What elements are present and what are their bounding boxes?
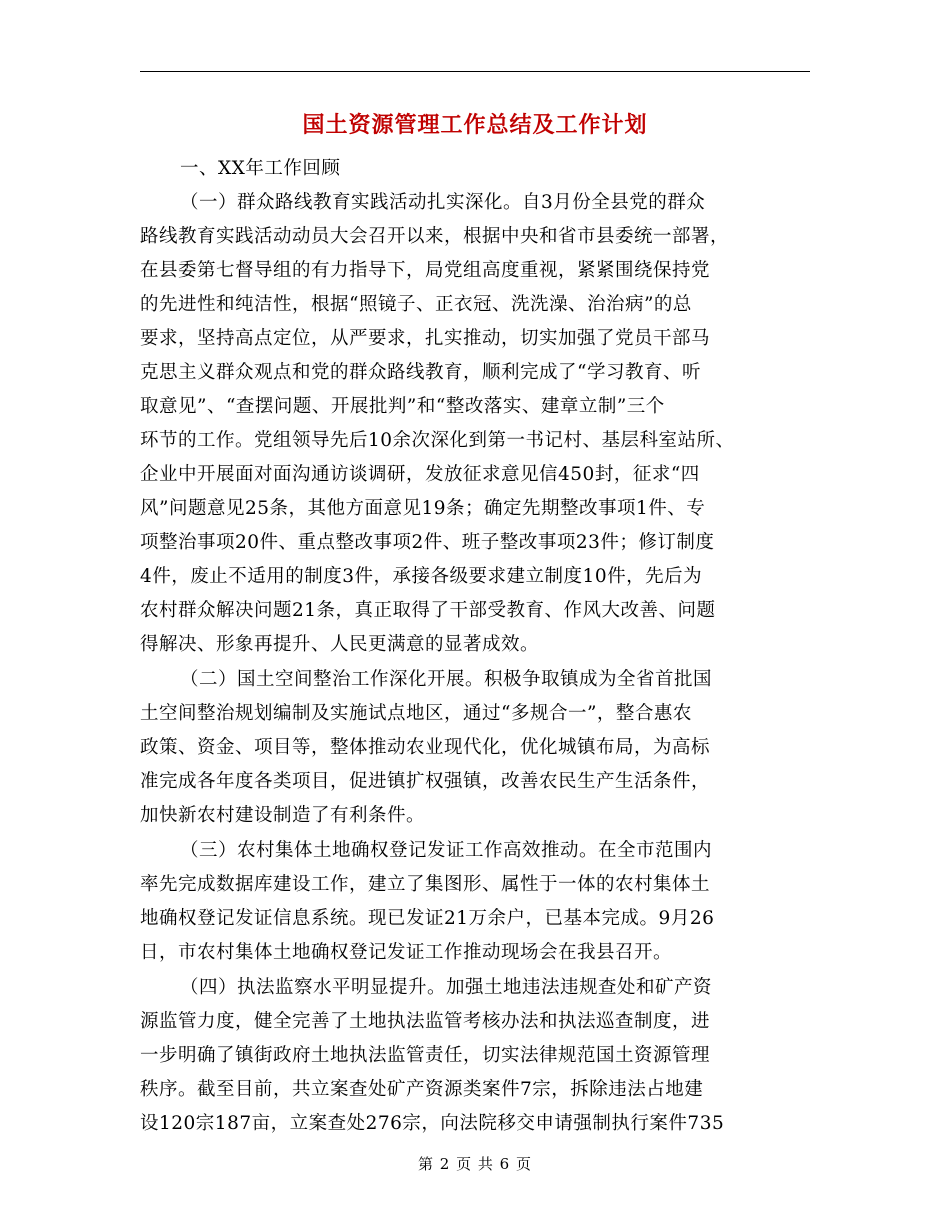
paragraph-line: 日，市农村集体土地确权登记发证工作推动现场会在我县召开。 [140, 942, 673, 963]
paragraph-line: （二）国土空间整治工作深化开展。积极争取镇成为全省首批国 [180, 669, 713, 690]
paragraph-line: 率先完成数据库建设工作，建立了集图形、属性于一体的农村集体土 [140, 874, 711, 895]
paragraph-line: 一步明确了镇街政府土地执法监管责任，切实法律规范国土资源管理 [140, 1045, 711, 1066]
paragraph-4 [140, 971, 810, 1141]
paragraph-line: 环节的工作。党组领导先后10余次深化到第一书记村、基层科室站所、 [140, 430, 735, 451]
document-title: 国土资源管理工作总结及工作计划 [302, 112, 648, 138]
paragraph-line: （三）农村集体土地确权登记发证工作高效推动。在全市范围内 [180, 840, 713, 861]
paragraph-line: 土空间整治规划编制及实施试点地区，通过“多规合一”，整合惠农 [140, 703, 692, 724]
section-heading: 一、XX年工作回顾 [180, 158, 341, 179]
paragraph-line: 在县委第七督导组的有力指导下，局党组高度重视，紧紧围绕保持党 [140, 260, 711, 281]
paragraph-line: 农村群众解决问题21条，真正取得了干部受教育、作风大改善、问题 [140, 600, 716, 621]
page-number-footer: 第 2 页 共 6 页 [418, 1155, 532, 1173]
paragraph-line: 秩序。截至目前，共立案查处矿产资源类案件7宗，拆除违法占地建 [140, 1079, 704, 1100]
paragraph-line: 设120宗187亩，立案查处276宗，向法院移交申请强制执行案件735 [140, 1113, 725, 1134]
paragraph-line: 企业中开展面对面沟通访谈调研，发放征求意见信450封，征求“四 [140, 464, 700, 485]
header-rule [140, 71, 810, 72]
paragraph-line: （一）群众路线教育实践活动扎实深化。自3月份全县党的群众 [180, 192, 706, 213]
paragraph-line: 政策、资金、项目等，整体推动农业现代化，优化城镇布局，为高标 [140, 737, 711, 758]
paragraph-line: 准完成各年度各类项目，促进镇扩权强镇，改善农民生产生活条件， [140, 771, 711, 792]
paragraph-line: 地确权登记发证信息系统。现已发证21万余户，已基本完成。9月26 [140, 908, 715, 929]
paragraph-line: 的先进性和纯洁性，根据“照镜子、正衣冠、洗洗澡、治治病”的总 [140, 294, 692, 315]
paragraph-line: 4件，废止不适用的制度3件，承接各级要求建立制度10件，先后为 [140, 566, 703, 587]
paragraph-2 [140, 663, 810, 833]
paragraph-line: （四）执法监察水平明显提升。加强土地违法违规查处和矿产资 [180, 977, 713, 998]
paragraph-line: 取意见”、“查摆问题、开展批判”和“整改落实、建章立制”三个 [140, 396, 665, 417]
paragraph-line: 源监管力度，健全完善了土地执法监管考核办法和执法巡查制度，进 [140, 1011, 711, 1032]
paragraph-line: 风”问题意见25条，其他方面意见19条；确定先期整改事项1件、专 [140, 498, 706, 519]
paragraph-line: 要求，坚持高点定位，从严要求，扎实推动，切实加强了党员干部马 [140, 328, 711, 349]
paragraph-line: 得解决、形象再提升、人民更满意的显著成效。 [140, 634, 540, 655]
paragraph-line: 路线教育实践活动动员大会召开以来，根据中央和省市县委统一部署， [140, 226, 730, 247]
paragraph-3 [140, 834, 810, 970]
document-body [140, 152, 810, 1142]
paragraph-line: 克思主义群众观点和党的群众路线教育，顺利完成了“学习教育、听 [140, 362, 701, 383]
paragraph-line: 项整治事项20件、重点整改事项2件、班子整改事项23件；修订制度 [140, 532, 715, 553]
paragraph-1 [140, 186, 810, 662]
paragraph-line: 加快新农村建设制造了有利条件。 [140, 805, 426, 826]
